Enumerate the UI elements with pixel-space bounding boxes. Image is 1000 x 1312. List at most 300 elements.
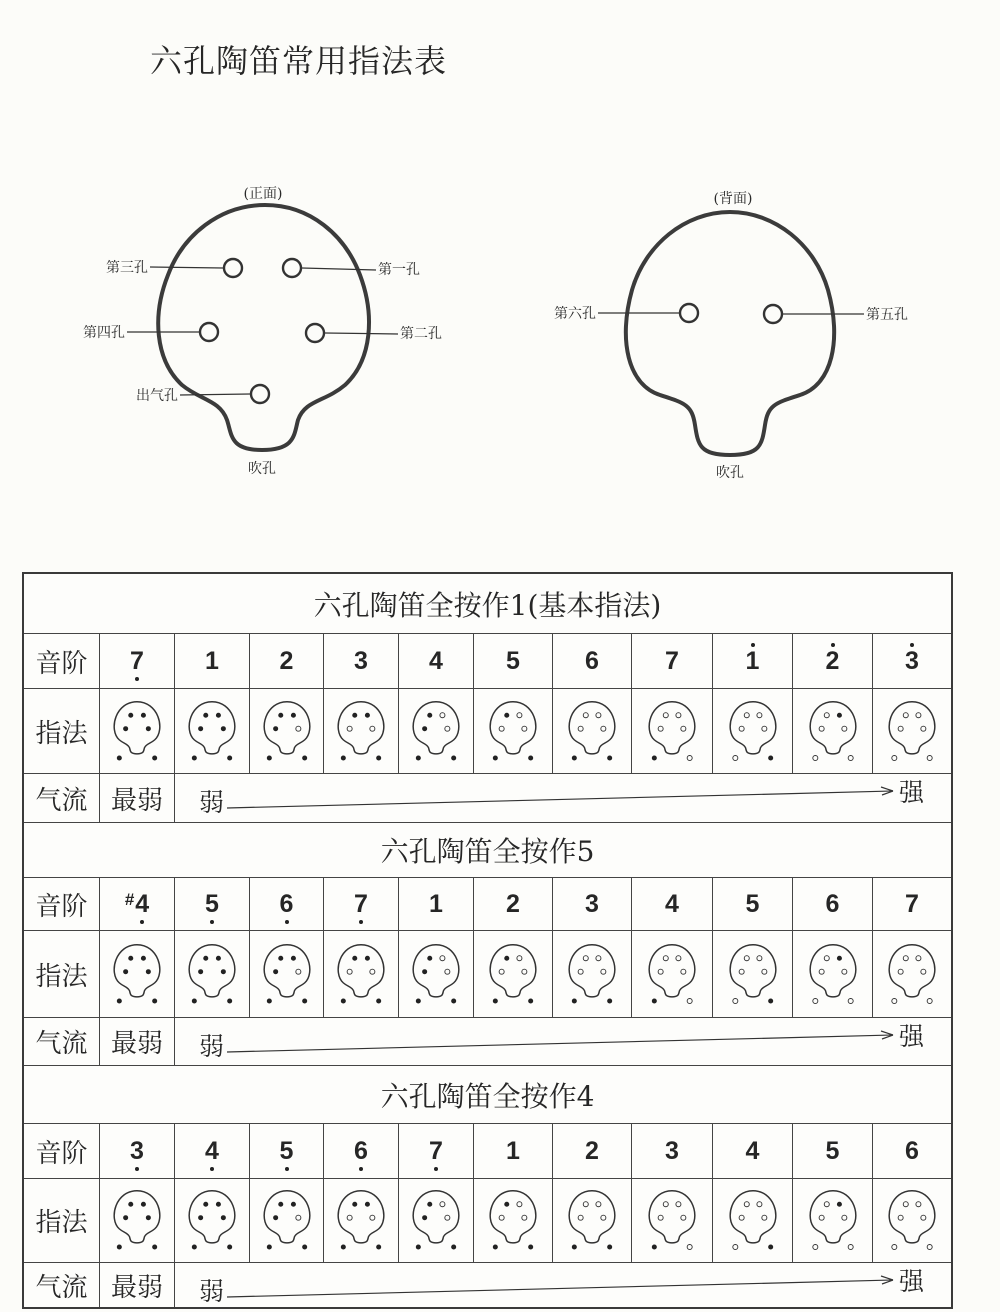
fingering-icon (184, 698, 240, 765)
note-digit: 5 (745, 889, 760, 918)
note-digit: 4 (745, 1136, 760, 1165)
hole-5-mark (376, 998, 381, 1003)
ocarina-outline (114, 944, 160, 996)
hole-1-mark (596, 955, 601, 960)
fingering-icon (109, 941, 165, 1008)
note-cell (792, 1124, 872, 1178)
note (905, 646, 919, 675)
note-digit-wrap (745, 646, 760, 675)
hole-1-mark (756, 712, 761, 717)
note-digit: 1 (745, 646, 760, 675)
hole-3-mark (583, 712, 588, 717)
note-digit: 1 (429, 889, 443, 918)
note-digit-wrap (205, 646, 219, 675)
fingering-icon (644, 941, 700, 1008)
hole-3-circle (224, 259, 242, 277)
note-digit: 7 (130, 646, 144, 675)
arrow-line (227, 1035, 893, 1052)
hole-6-mark (812, 755, 817, 760)
note-cell (99, 1124, 174, 1178)
hole-3-mark (744, 955, 749, 960)
note-digit-wrap (279, 1136, 294, 1165)
ocarina-outline (569, 701, 615, 753)
hole-3-mark (278, 955, 283, 960)
front-caption: (正面) (243, 186, 283, 202)
hole-2-mark (445, 1215, 450, 1220)
note (130, 1136, 144, 1165)
hole-3-mark (744, 712, 749, 717)
hole-2-mark (221, 726, 226, 731)
note (279, 889, 294, 918)
hole-3-mark (352, 712, 357, 717)
fingering-icon (333, 941, 389, 1008)
hole-2-mark (841, 1215, 846, 1220)
ocarina-outline (810, 701, 856, 753)
hole-2-mark (295, 1215, 300, 1220)
airflow-weakest: 最弱 (99, 1018, 174, 1065)
hole-2-mark (370, 1215, 375, 1220)
note-digit-wrap (585, 889, 599, 918)
hole-4-mark (658, 969, 663, 974)
hole-3-mark (278, 1202, 283, 1207)
note-digit-wrap (279, 646, 294, 675)
hole-2-mark (522, 726, 527, 731)
ocarina-outline (413, 1191, 459, 1243)
fingering-icon (184, 941, 240, 1008)
hole-1-mark (216, 712, 221, 717)
fingering-icon (644, 698, 700, 765)
airflow-scale (174, 1263, 951, 1307)
hole-1-mark (365, 955, 370, 960)
note-digit-wrap (665, 646, 679, 675)
hole-4-mark (499, 726, 504, 731)
note-cell (552, 878, 631, 930)
hole-1-mark (756, 955, 761, 960)
note-digit: 6 (585, 646, 599, 675)
hole-6-mark (416, 755, 421, 760)
hole-3-mark (427, 1202, 432, 1207)
airflow-weakest: 最弱 (99, 1263, 174, 1307)
hole-4-mark (578, 726, 583, 731)
note-cell (398, 878, 473, 930)
hole-5-mark (687, 998, 692, 1003)
note-digit-wrap (429, 1136, 443, 1165)
hole-3-mark (663, 955, 668, 960)
ocarina-outline (264, 944, 310, 996)
note-digit-wrap (354, 646, 368, 675)
octave-dot-above (831, 643, 835, 647)
hole-6-mark (652, 998, 657, 1003)
hole-2-mark (601, 969, 606, 974)
hole-3-mark (128, 1202, 133, 1207)
hole-3-mark (903, 955, 908, 960)
hole-2-mark (522, 969, 527, 974)
fingering-cell (398, 1179, 473, 1262)
hole-5-mark (152, 998, 157, 1003)
fingering-icon (805, 1187, 861, 1254)
hole-2-mark (295, 969, 300, 974)
note-cell (323, 878, 398, 930)
hole-4-mark (273, 1215, 278, 1220)
hole-4-mark (422, 726, 427, 731)
fingering-icon (725, 941, 781, 1008)
note-digit-wrap (506, 1136, 520, 1165)
hole-3-mark (504, 955, 509, 960)
note-cell (174, 634, 249, 688)
section-title-row (24, 822, 951, 877)
hole-6-mark (117, 1245, 122, 1250)
fingering-icon (259, 941, 315, 1008)
note (279, 1136, 294, 1165)
hole-4-mark (347, 726, 352, 731)
note-digit-wrap (905, 889, 919, 918)
fingering-icon (884, 698, 940, 765)
note (506, 646, 520, 675)
scale-row (24, 877, 951, 930)
note (905, 889, 919, 918)
airflow-arrow (175, 774, 950, 822)
fingering-icon (564, 698, 620, 765)
note (354, 1136, 368, 1165)
sharp-sign: # (124, 889, 135, 909)
hole-4-mark (273, 969, 278, 974)
note-digit-wrap (665, 1136, 679, 1165)
hole-2-mark (370, 969, 375, 974)
hole-4-label: 第四孔 (83, 325, 125, 341)
note-digit: 6 (825, 889, 840, 918)
ocarina-outline (490, 944, 536, 996)
fingering-cell (712, 931, 792, 1017)
hole-6-mark (493, 1245, 498, 1250)
page-title: 六孔陶笛常用指法表 (150, 42, 448, 80)
hole-1-mark (141, 955, 146, 960)
hole-4-mark (123, 1215, 128, 1220)
fingering-row (24, 930, 951, 1017)
fingering-cell (99, 931, 174, 1017)
fingering-cell (792, 689, 872, 773)
fingering-cell (872, 931, 951, 1017)
hole-4-mark (347, 969, 352, 974)
arrow-head-upper (881, 1031, 893, 1035)
hole-5-mark (927, 998, 932, 1003)
note (585, 646, 599, 675)
note-digit: 4 (205, 1136, 219, 1165)
hole-6-mark (266, 755, 271, 760)
note-digit-wrap (130, 1136, 144, 1165)
fingering-icon (259, 698, 315, 765)
note (585, 1136, 599, 1165)
hole-2-mark (681, 1215, 686, 1220)
fingering-cell (872, 1179, 951, 1262)
note (745, 1136, 760, 1165)
hole-1-mark (440, 1202, 445, 1207)
hole-1-mark (517, 712, 522, 717)
hole-1-mark (836, 955, 841, 960)
note-cell (872, 878, 951, 930)
note-cell (712, 878, 792, 930)
note-digit: 2 (825, 646, 840, 675)
ocarina-outline (730, 944, 776, 996)
fingering-label: 指法 (35, 718, 88, 749)
hole-5-mark (528, 755, 533, 760)
hole-6-mark (732, 1245, 737, 1250)
arrow-line (227, 1280, 893, 1297)
note-digit-wrap (205, 1136, 219, 1165)
scale-label: 音阶 (35, 1138, 88, 1169)
note-digit-wrap (506, 646, 520, 675)
hole-6-mark (266, 998, 271, 1003)
hole-6-mark (892, 1245, 897, 1250)
octave-dot-below (359, 920, 363, 924)
hole-3-mark (583, 1202, 588, 1207)
note-digit: 6 (279, 889, 294, 918)
note (130, 646, 144, 675)
hole-4-mark (658, 1215, 663, 1220)
ocarina-diagrams (0, 0, 1000, 560)
ocarina-outline (569, 944, 615, 996)
airflow-weak: 弱 (199, 1032, 225, 1061)
hole-5-mark (227, 755, 232, 760)
fingering-cell (712, 689, 792, 773)
note-digit: 1 (506, 1136, 520, 1165)
scale-label: 音阶 (35, 648, 88, 679)
fingering-icon (485, 941, 541, 1008)
ocarina-outline (413, 701, 459, 753)
airflow-label: 气流 (35, 1272, 88, 1303)
hole-1-mark (365, 712, 370, 717)
note-cell (872, 1124, 951, 1178)
ocarina-outline (889, 1191, 935, 1243)
note-digit-wrap (429, 889, 443, 918)
fingering-icon (805, 941, 861, 1008)
fingering-cell (249, 689, 323, 773)
note-digit-wrap (825, 646, 840, 675)
ocarina-outline (490, 701, 536, 753)
hole-2-mark (146, 726, 151, 731)
note-digit-wrap (745, 1136, 760, 1165)
hole-1-mark (290, 1202, 295, 1207)
note-cell (99, 878, 174, 930)
hole-1-mark (440, 712, 445, 717)
note (354, 646, 368, 675)
airflow-row (24, 1262, 951, 1307)
hole-5-mark (687, 1245, 692, 1250)
fingering-icon (805, 698, 861, 765)
hole-6-mark (192, 755, 197, 760)
hole-2-mark (445, 969, 450, 974)
note-cell (323, 1124, 398, 1178)
fingering-cell (552, 1179, 631, 1262)
fingering-cell (552, 689, 631, 773)
fingering-icon (884, 1187, 940, 1254)
fingering-cell (174, 1179, 249, 1262)
hole-2-mark (601, 1215, 606, 1220)
fingering-icon (408, 698, 464, 765)
note (429, 646, 443, 675)
airflow-row (24, 773, 951, 822)
fingering-cell (631, 1179, 712, 1262)
hole-1-mark (517, 955, 522, 960)
hole-2-mark (221, 969, 226, 974)
note-digit-wrap (585, 1136, 599, 1165)
note-digit: 3 (585, 889, 599, 918)
fingering-cell (552, 931, 631, 1017)
fingering-cell (473, 689, 552, 773)
hole-6-mark (572, 1245, 577, 1250)
hole-4-mark (819, 1215, 824, 1220)
ocarina-outline (889, 701, 935, 753)
hole-4-mark (198, 1215, 203, 1220)
ocarina-outline (810, 944, 856, 996)
note (745, 646, 760, 675)
note-cell (249, 878, 323, 930)
hole-5-mark (607, 998, 612, 1003)
note-digit-wrap (745, 889, 760, 918)
hole-6-mark (341, 755, 346, 760)
hole-1-mark (517, 1202, 522, 1207)
back-mouthpiece-label: 吹孔 (716, 465, 744, 481)
back-view-diagram (554, 190, 908, 481)
hole-3-mark (352, 1202, 357, 1207)
hole-3-mark (504, 712, 509, 717)
note (354, 889, 368, 918)
note-digit: 7 (429, 1136, 443, 1165)
outlet-hole-circle (251, 385, 269, 403)
hole-2-mark (146, 1215, 151, 1220)
note-digit-wrap (205, 889, 219, 918)
hole-3-mark (504, 1202, 509, 1207)
hole-2-mark (921, 969, 926, 974)
ocarina-outline (810, 1191, 856, 1243)
note (825, 1136, 840, 1165)
hole-5-mark (528, 998, 533, 1003)
hole-5-mark (376, 1245, 381, 1250)
note-cell (631, 1124, 712, 1178)
hole-5-mark (302, 755, 307, 760)
note-digit: 2 (585, 1136, 599, 1165)
fingering-cell (631, 689, 712, 773)
note-digit-wrap (354, 889, 368, 918)
hole-6-mark (732, 755, 737, 760)
hole-6-mark (652, 1245, 657, 1250)
octave-dot-below (210, 920, 214, 924)
fingering-cell (99, 689, 174, 773)
hole-2-mark (681, 726, 686, 731)
hole-4-mark (658, 726, 663, 731)
fingering-cell (323, 689, 398, 773)
hole-2-mark (146, 969, 151, 974)
hole-4-mark (578, 1215, 583, 1220)
fingering-icon (109, 698, 165, 765)
hole-1-mark (141, 1202, 146, 1207)
note-cell (712, 634, 792, 688)
hole-5-circle (764, 305, 782, 323)
fingering-cell (872, 689, 951, 773)
note-cell (398, 1124, 473, 1178)
hole-2-mark (601, 726, 606, 731)
fingering-icon (485, 1187, 541, 1254)
note-digit-wrap (665, 889, 679, 918)
fingering-label: 指法 (35, 1208, 88, 1238)
hole-5-mark (607, 755, 612, 760)
hole-1-mark (916, 712, 921, 717)
note-digit-wrap (825, 889, 840, 918)
hole-5-mark (152, 1245, 157, 1250)
hole-6-mark (341, 1245, 346, 1250)
hole-1-label: 第一孔 (378, 262, 420, 278)
octave-dot-below (135, 677, 139, 681)
fingering-icon (564, 1187, 620, 1254)
note-digit-wrap (354, 1136, 368, 1165)
fingering-icon (564, 941, 620, 1008)
hole-4-mark (273, 726, 278, 731)
note-digit: 1 (205, 646, 219, 675)
hole-6-circle (680, 304, 698, 322)
hole-3-mark (663, 1202, 668, 1207)
airflow-strong: 强 (899, 778, 925, 807)
note (665, 1136, 679, 1165)
ocarina-outline (649, 1191, 695, 1243)
fingering-label: 指法 (35, 961, 88, 992)
hole-3-mark (128, 712, 133, 717)
hole-4-mark (739, 969, 744, 974)
ocarina-outline (264, 701, 310, 753)
hole-1-mark (290, 955, 295, 960)
hole-3-mark (663, 712, 668, 717)
hole-4-mark (198, 726, 203, 731)
fingering-row (24, 1178, 951, 1262)
hole-4-mark (198, 969, 203, 974)
hole-6-mark (892, 755, 897, 760)
hole-6-mark (892, 998, 897, 1003)
fingering-cell (631, 931, 712, 1017)
note (429, 889, 443, 918)
fingering-icon (408, 941, 464, 1008)
ocarina-outline (413, 944, 459, 996)
hole-1-mark (290, 712, 295, 717)
hole-3-mark (583, 955, 588, 960)
fingering-cell (249, 931, 323, 1017)
hole-4-mark (739, 726, 744, 731)
note-digit: 3 (905, 646, 919, 675)
note-cell (712, 1124, 792, 1178)
hole-2-mark (841, 969, 846, 974)
hole-3-mark (352, 955, 357, 960)
hole-3-mark (824, 1202, 829, 1207)
hole-5-mark (451, 998, 456, 1003)
hole-1-mark (141, 712, 146, 717)
note-digit: 4 (665, 889, 679, 918)
note (665, 889, 679, 918)
airflow-scale (174, 1018, 951, 1065)
fingering-cell (792, 1179, 872, 1262)
hole-6-mark (416, 1245, 421, 1250)
fingering-cell (712, 1179, 792, 1262)
fingering-cell (398, 689, 473, 773)
hole-4-mark (422, 969, 427, 974)
hole-3-mark (903, 712, 908, 717)
note-digit: 3 (130, 1136, 144, 1165)
note-digit-wrap (130, 646, 144, 675)
hole-4-mark (819, 969, 824, 974)
note-cell (552, 634, 631, 688)
fingering-icon (259, 1187, 315, 1254)
hole-1-circle (283, 259, 301, 277)
hole-4-mark (898, 1215, 903, 1220)
ocarina-outline (189, 1191, 235, 1243)
back-caption: (背面) (713, 191, 753, 207)
hole-5-mark (848, 1245, 853, 1250)
